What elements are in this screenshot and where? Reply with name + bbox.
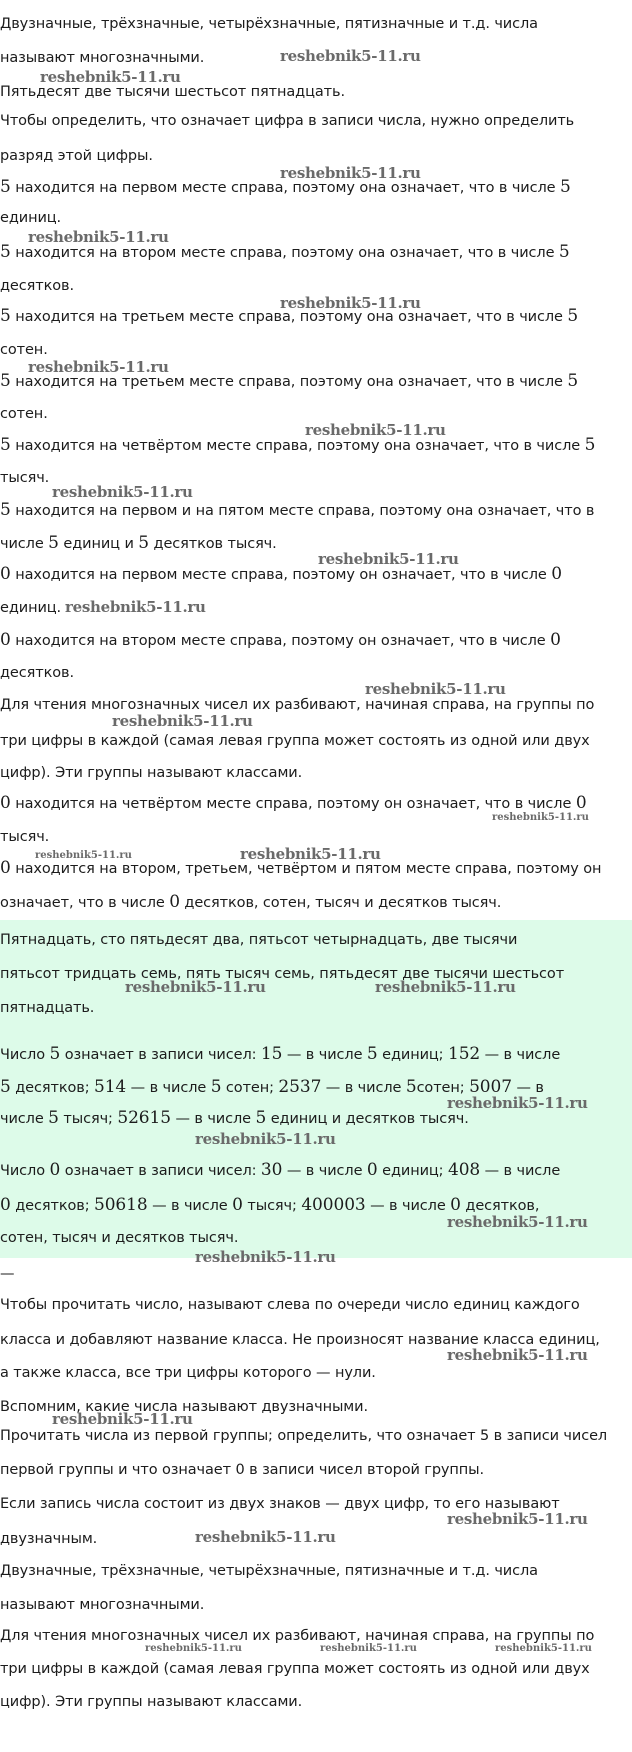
- text-line: а также класса, все три цифры которого — нули.: [0, 1365, 376, 1381]
- math-number: 5: [0, 177, 11, 197]
- math-number: 5: [48, 533, 59, 553]
- math-number: 5: [0, 306, 11, 326]
- math-number: 5: [567, 371, 579, 391]
- text-span: находится на втором месте справа, поэтому она означает, что в числе: [10, 245, 559, 261]
- watermark: reshebnik5-11.ru: [320, 1643, 417, 1654]
- text-line: первой группы и что означает 0 в записи чисел второй группы.: [0, 1462, 485, 1478]
- math-number: 0: [551, 564, 562, 584]
- text-span: — в числе: [282, 1163, 367, 1179]
- watermark: reshebnik5-11.ru: [28, 228, 169, 246]
- text-line: Для чтения многозначных чисел их разбивают, начиная справа, на группы по: [0, 697, 595, 713]
- math-number: 30: [260, 1160, 283, 1180]
- watermark: reshebnik5-11.ru: [495, 1643, 592, 1654]
- text-span: находится на третьем месте справа, поэтому она означает, что в числе: [10, 374, 568, 390]
- text-line: единиц.: [0, 210, 62, 226]
- watermark: reshebnik5-11.ru: [35, 850, 132, 861]
- math-number: 5: [567, 306, 579, 326]
- text-line: [0, 564, 562, 585]
- text-line: Вспомним, какие числа называют двузначными.: [0, 1399, 368, 1415]
- text-span: единиц;: [377, 1047, 448, 1063]
- text-line: называют многозначными.: [0, 1597, 205, 1613]
- answer-line: [0, 1108, 469, 1129]
- watermark: reshebnik5-11.ru: [112, 712, 253, 730]
- text-span: — в числе: [480, 1163, 561, 1179]
- math-number: 5: [560, 177, 571, 197]
- text-span: тысяч;: [58, 1111, 118, 1127]
- answer-line: пятнадцать.: [0, 1000, 95, 1016]
- math-number: 5: [49, 1044, 61, 1064]
- answer-line: пятьсот тридцать семь, пять тысяч семь, пятьдесят две тысячи шестьсот: [0, 966, 565, 982]
- answer-line: сотен, тысяч и десятков тысяч.: [0, 1230, 239, 1246]
- watermark: reshebnik5-11.ru: [318, 550, 459, 568]
- answer-line: [0, 1160, 560, 1181]
- text-span: единиц;: [377, 1163, 448, 1179]
- math-number: 5: [405, 1077, 417, 1097]
- math-number: 0: [575, 793, 587, 813]
- math-number: 5007: [469, 1077, 512, 1097]
- text-span: сотен;: [416, 1080, 470, 1096]
- math-number: 5: [0, 435, 11, 455]
- text-line: [0, 630, 561, 651]
- math-number: 0: [49, 1160, 61, 1180]
- text-line: называют многозначными.: [0, 50, 205, 66]
- text-line: [0, 793, 587, 814]
- math-number: 50618: [94, 1195, 148, 1215]
- watermark: reshebnik5-11.ru: [447, 1213, 588, 1231]
- math-number: 514: [94, 1077, 127, 1097]
- text-line: Двузначные, трёхзначные, четырёхзначные, пятизначные и т.д. числа: [0, 1563, 538, 1579]
- math-number: 0: [550, 630, 561, 650]
- text-span: означает в записи чисел:: [60, 1047, 261, 1063]
- watermark: reshebnik5-11.ru: [195, 1248, 336, 1266]
- text-span: единиц и: [58, 536, 139, 552]
- math-number: 5: [48, 1108, 59, 1128]
- text-span: единиц и десятков тысяч.: [266, 1111, 469, 1127]
- math-number: 5: [584, 435, 596, 455]
- math-number: 52615: [117, 1108, 171, 1128]
- text-span: десятков;: [10, 1080, 94, 1096]
- text-span: сотен;: [221, 1080, 279, 1096]
- text-span: Число: [0, 1047, 50, 1063]
- text-span: находится на третьем месте справа, поэтому она означает, что в числе: [10, 309, 568, 325]
- math-number: 5: [0, 1077, 11, 1097]
- math-number: 0: [0, 564, 11, 584]
- math-number: 5: [0, 500, 11, 520]
- watermark: reshebnik5-11.ru: [375, 978, 516, 996]
- text-span: находится на первом и на пятом месте справа, поэтому она означает, что в: [10, 503, 595, 519]
- watermark: reshebnik5-11.ru: [240, 845, 381, 863]
- text-line: Прочитать числа из первой группы; определить, что означает 5 в записи чисел: [0, 1428, 608, 1444]
- watermark: reshebnik5-11.ru: [280, 47, 421, 65]
- math-number: 408: [447, 1160, 481, 1180]
- math-number: 0: [232, 1195, 243, 1215]
- text-line: двузначным.: [0, 1531, 98, 1547]
- text-line: Чтобы прочитать число, называют слева по очереди число единиц каждого: [0, 1297, 580, 1313]
- math-number: 5: [0, 371, 11, 391]
- math-number: 2537: [278, 1077, 322, 1097]
- text-span: находится на четвёртом месте справа, поэтому он означает, что в числе: [10, 796, 576, 812]
- text-span: — в числе: [126, 1080, 211, 1096]
- text-span: числе: [0, 1111, 49, 1127]
- text-span: — в числе: [480, 1047, 561, 1063]
- text-line: Чтобы определить, что означает цифра в записи числа, нужно определить: [0, 113, 575, 129]
- answer-line: [0, 1044, 560, 1065]
- text-line: три цифры в каждой (самая левая группа может состоять из одной или двух: [0, 1661, 590, 1677]
- watermark: reshebnik5-11.ru: [365, 680, 506, 698]
- watermark: reshebnik5-11.ru: [447, 1346, 588, 1364]
- watermark: reshebnik5-11.ru: [195, 1528, 336, 1546]
- text-span: десятков,: [460, 1198, 540, 1214]
- math-number: 0: [0, 1195, 11, 1215]
- watermark: reshebnik5-11.ru: [28, 358, 169, 376]
- text-line: Для чтения многозначных чисел их разбивают, начиная справа, на группы по: [0, 1628, 595, 1644]
- math-number: 0: [450, 1195, 461, 1215]
- text-line: разряд этой цифры.: [0, 148, 153, 164]
- text-line: Если запись числа состоит из двух знаков — двух цифр, то его называют: [0, 1496, 560, 1512]
- text-span: находится на четвёртом месте справа, поэтому она означает, что в числе: [10, 438, 585, 454]
- math-number: 0: [169, 892, 180, 912]
- text-line: [0, 533, 277, 554]
- text-line: цифр). Эти группы называют классами.: [0, 1694, 303, 1710]
- math-number: 0: [0, 858, 11, 878]
- math-number: 152: [447, 1044, 481, 1064]
- text-line: три цифры в каждой (самая левая группа может состоять из одной или двух: [0, 733, 590, 749]
- text-span: означает, что в числе: [0, 895, 170, 911]
- text-span: десятков;: [10, 1198, 94, 1214]
- watermark: reshebnik5-11.ru: [195, 1130, 336, 1148]
- text-span: находится на первом месте справа, поэтому она означает, что в числе: [10, 180, 560, 196]
- watermark: reshebnik5-11.ru: [447, 1094, 588, 1112]
- text-line: [0, 892, 501, 913]
- watermark: reshebnik5-11.ru: [40, 68, 181, 86]
- math-number: 0: [366, 1160, 378, 1180]
- text-line: тысяч.: [0, 470, 50, 486]
- text-span: — в числе: [170, 1111, 256, 1127]
- math-number: 5: [366, 1044, 378, 1064]
- math-number: 5: [210, 1077, 222, 1097]
- text-line: единиц.: [0, 600, 62, 616]
- text-span: числе: [0, 536, 49, 552]
- text-span: Число: [0, 1163, 50, 1179]
- math-number: 0: [0, 793, 11, 813]
- text-span: означает в записи чисел:: [60, 1163, 261, 1179]
- math-number: 400003: [301, 1195, 366, 1215]
- watermark: reshebnik5-11.ru: [65, 598, 206, 616]
- text-line: цифр). Эти группы называют классами.: [0, 765, 303, 781]
- watermark: reshebnik5-11.ru: [492, 812, 589, 823]
- text-span: — в числе: [365, 1198, 451, 1214]
- text-line: десятков.: [0, 278, 74, 294]
- text-line: десятков.: [0, 665, 74, 681]
- watermark: reshebnik5-11.ru: [52, 1410, 193, 1428]
- text-line: [0, 435, 595, 456]
- math-number: 15: [260, 1044, 283, 1064]
- text-span: тысяч;: [242, 1198, 302, 1214]
- text-span: десятков, сотен, тысяч и десятков тысяч.: [179, 895, 502, 911]
- text-span: — в числе: [147, 1198, 233, 1214]
- watermark: reshebnik5-11.ru: [145, 1643, 242, 1654]
- text-line: [0, 500, 594, 521]
- math-number: 5: [138, 533, 150, 553]
- watermark: reshebnik5-11.ru: [125, 978, 266, 996]
- answer-line: Пятнадцать, сто пятьдесят два, пятьсот четырнадцать, две тысячи: [0, 932, 518, 948]
- text-span: находится на втором, третьем, четвёртом и пятом месте справа, поэтому он: [10, 861, 602, 877]
- text-line: Двузначные, трёхзначные, четырёхзначные, пятизначные и т.д. числа: [0, 16, 538, 32]
- separator-dash: —: [0, 1266, 15, 1282]
- watermark: reshebnik5-11.ru: [447, 1510, 588, 1528]
- math-number: 5: [558, 242, 570, 262]
- watermark: reshebnik5-11.ru: [280, 294, 421, 312]
- text-span: — в: [511, 1080, 544, 1096]
- text-span: — в числе: [282, 1047, 367, 1063]
- text-line: класса и добавляют название класса. Не произносят название класса единиц,: [0, 1332, 600, 1348]
- math-number: 5: [0, 242, 11, 262]
- math-number: 5: [255, 1108, 267, 1128]
- text-line: сотен.: [0, 342, 48, 358]
- text-line: сотен.: [0, 406, 48, 422]
- text-span: десятков тысяч.: [149, 536, 277, 552]
- watermark: reshebnik5-11.ru: [280, 164, 421, 182]
- text-line: Пятьдесят две тысячи шестьсот пятнадцать.: [0, 84, 345, 100]
- watermark: reshebnik5-11.ru: [52, 483, 193, 501]
- text-line: тысяч.: [0, 829, 50, 845]
- text-span: — в числе: [321, 1080, 406, 1096]
- watermark: reshebnik5-11.ru: [305, 421, 446, 439]
- math-number: 0: [0, 630, 11, 650]
- text-span: находится на втором месте справа, поэтому он означает, что в числе: [10, 633, 551, 649]
- text-span: находится на первом месте справа, поэтому он означает, что в числе: [10, 567, 552, 583]
